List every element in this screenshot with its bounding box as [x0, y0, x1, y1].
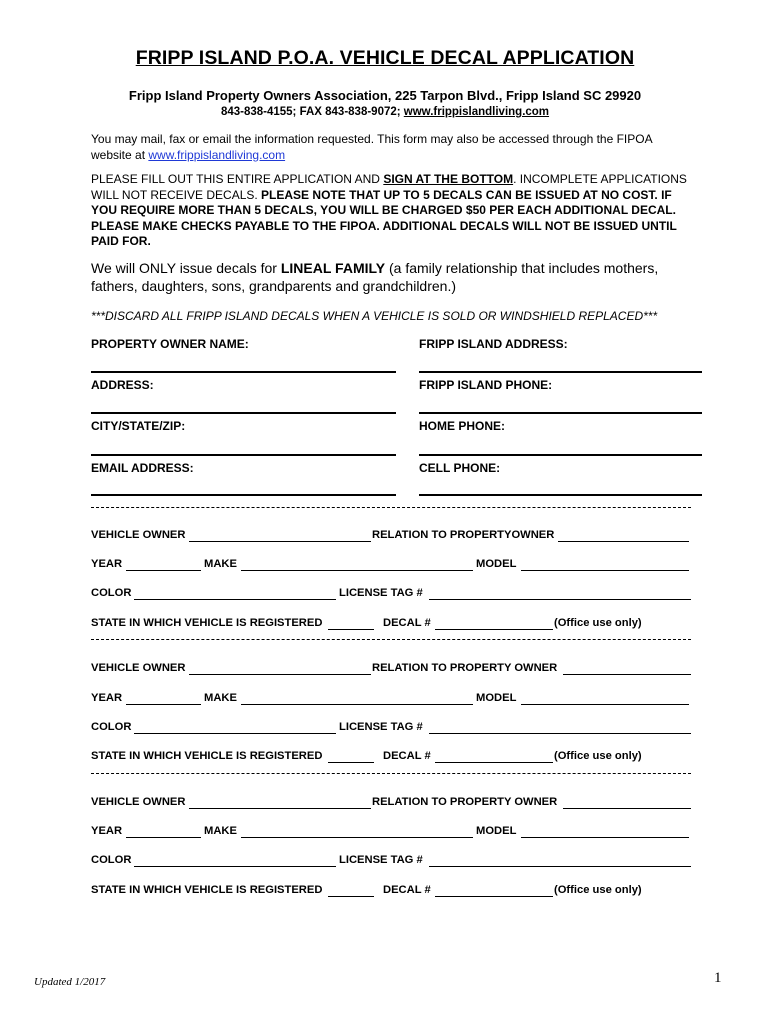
vehicle-1-color-row — [91, 587, 694, 601]
lineal-post: (a family relationship that includes mothers, fathers, daughters, sons, grandparents and grandchildren.) — [91, 260, 659, 294]
vehicle-2-state-row — [91, 750, 694, 764]
vehicle-3-owner-row — [91, 796, 694, 810]
city-state-zip-label: CITY/STATE/ZIP: — [91, 419, 186, 433]
color-label: COLOR — [91, 854, 132, 866]
email-address-field[interactable] — [91, 494, 396, 496]
vehicle-3-color-row — [91, 854, 694, 868]
decal-label: DECAL # — [383, 884, 431, 896]
make-field[interactable] — [241, 837, 473, 838]
instructions-fee-notice: PLEASE NOTE THAT UP TO 5 DECALS CAN BE ISSUED AT NO COST. IF YOU REQUIRE MORE THAN 5 DECALS, YOU WILL BE CHARGED $50 PER EACH ADDITIONAL DECAL. PLEASE MAKE CHECKS PAYABLE TO THE FIPOA. ADDITIONAL DECALS WILL NOT BE ISSUED UNTIL PAID FOR. — [91, 187, 677, 248]
make-label: MAKE — [204, 692, 237, 704]
model-label: MODEL — [476, 558, 517, 570]
color-label: COLOR — [91, 587, 132, 599]
sign-at-bottom: SIGN AT THE BOTTOM — [383, 172, 514, 186]
make-label: MAKE — [204, 558, 237, 570]
lineal-emphasis: LINEAL FAMILY — [280, 260, 386, 276]
model-label: MODEL — [476, 692, 517, 704]
state-field[interactable] — [328, 896, 374, 897]
make-label: MAKE — [204, 825, 237, 837]
color-field[interactable] — [134, 733, 336, 734]
updated-date: Updated 1/2017 — [34, 976, 106, 988]
lineal-family-paragraph — [91, 259, 691, 295]
decal-field[interactable] — [435, 629, 553, 630]
state-registered-label: STATE IN WHICH VEHICLE IS REGISTERED — [91, 884, 323, 896]
model-field[interactable] — [521, 570, 689, 571]
fripp-island-address-label: FRIPP ISLAND ADDRESS: — [419, 337, 568, 351]
relation-label: RELATION TO PROPERTYOWNER — [372, 529, 555, 541]
separator — [91, 773, 691, 774]
decal-field[interactable] — [435, 896, 553, 897]
vehicle-2-color-row — [91, 721, 694, 735]
color-field[interactable] — [134, 866, 336, 867]
organization-address: Fripp Island Property Owners Association, 225 Tarpon Blvd., Fripp Island SC 29920 — [128, 88, 642, 103]
make-field[interactable] — [241, 570, 473, 571]
license-tag-field[interactable] — [429, 599, 691, 600]
website-link[interactable]: www.frippislandliving.com — [148, 147, 286, 162]
relation-label: RELATION TO PROPERTY OWNER — [372, 662, 558, 674]
decal-field[interactable] — [435, 762, 553, 763]
vehicle-owner-label: VEHICLE OWNER — [91, 796, 186, 808]
vehicle-owner-label: VEHICLE OWNER — [91, 529, 186, 541]
vehicle-2-year-row — [91, 692, 694, 706]
fripp-island-address-field[interactable] — [419, 371, 702, 373]
vehicle-owner-label: VEHICLE OWNER — [91, 662, 186, 674]
phone-fax: 843-838-4155; FAX 843-838-9072; — [220, 106, 404, 118]
separator — [91, 507, 691, 508]
year-field[interactable] — [126, 837, 201, 838]
state-field[interactable] — [328, 629, 374, 630]
intro-text: You may mail, fax or email the information requested. This form may also be accessed through the FIPOA website at — [91, 132, 652, 162]
page-number: 1 — [714, 970, 722, 986]
fripp-island-phone-label: FRIPP ISLAND PHONE: — [419, 378, 553, 392]
office-use-label: (Office use only) — [554, 617, 642, 629]
vehicle-3-state-row — [91, 884, 694, 898]
instructions-part2: . INCOMPLETE APPLICATIONS WILL NOT RECEIVE DECALS. — [91, 172, 687, 202]
state-registered-label: STATE IN WHICH VEHICLE IS REGISTERED — [91, 750, 323, 762]
lineal-pre: We will ONLY issue decals for — [91, 260, 281, 276]
home-phone-label: HOME PHONE: — [419, 419, 506, 433]
decal-label: DECAL # — [383, 750, 431, 762]
year-label: YEAR — [91, 692, 123, 704]
city-state-zip-field[interactable] — [91, 454, 396, 456]
model-field[interactable] — [521, 704, 689, 705]
vehicle-1-year-row — [91, 558, 694, 572]
discard-notice: ***DISCARD ALL FRIPP ISLAND DECALS WHEN A VEHICLE IS SOLD OR WINDSHIELD REPLACED*** — [91, 309, 658, 323]
cell-phone-field[interactable] — [419, 494, 702, 496]
fripp-island-phone-field[interactable] — [419, 412, 702, 414]
state-field[interactable] — [328, 762, 374, 763]
license-tag-field[interactable] — [429, 866, 691, 867]
color-field[interactable] — [134, 599, 336, 600]
color-label: COLOR — [91, 721, 132, 733]
vehicle-owner-field[interactable] — [189, 541, 371, 542]
form-title: FRIPP ISLAND P.O.A. VEHICLE DECAL APPLICATION — [135, 47, 635, 69]
vehicle-3-year-row — [91, 825, 694, 839]
address-field[interactable] — [91, 412, 396, 414]
relation-field[interactable] — [563, 808, 691, 809]
vehicle-2-owner-row — [91, 662, 694, 676]
instructions-part1: PLEASE FILL OUT THIS ENTIRE APPLICATION AND — [91, 172, 384, 186]
license-tag-field[interactable] — [429, 733, 691, 734]
contact-line — [0, 106, 770, 118]
relation-field[interactable] — [558, 541, 689, 542]
vehicle-owner-field[interactable] — [189, 808, 371, 809]
year-field[interactable] — [126, 570, 201, 571]
state-registered-label: STATE IN WHICH VEHICLE IS REGISTERED — [91, 617, 323, 629]
relation-field[interactable] — [563, 674, 691, 675]
property-owner-name-label: PROPERTY OWNER NAME: — [91, 337, 249, 351]
email-address-label: EMAIL ADDRESS: — [91, 461, 194, 475]
property-owner-name-field[interactable] — [91, 371, 396, 373]
vehicle-1-owner-row — [91, 529, 694, 543]
intro-paragraph — [91, 132, 691, 163]
relation-label: RELATION TO PROPERTY OWNER — [372, 796, 558, 808]
vehicle-owner-field[interactable] — [189, 674, 371, 675]
separator — [91, 639, 691, 640]
instructions-paragraph — [91, 172, 691, 250]
license-tag-label: LICENSE TAG # — [339, 854, 423, 866]
cell-phone-label: CELL PHONE: — [419, 461, 501, 475]
website-text: www.frippislandliving.com — [403, 106, 550, 118]
license-tag-label: LICENSE TAG # — [339, 721, 423, 733]
address-label: ADDRESS: — [91, 378, 154, 392]
year-label: YEAR — [91, 825, 123, 837]
license-tag-label: LICENSE TAG # — [339, 587, 423, 599]
decal-label: DECAL # — [383, 617, 431, 629]
vehicle-1-state-row — [91, 617, 694, 631]
year-label: YEAR — [91, 558, 123, 570]
home-phone-field[interactable] — [419, 454, 702, 456]
office-use-label: (Office use only) — [554, 884, 642, 896]
model-label: MODEL — [476, 825, 517, 837]
make-field[interactable] — [241, 704, 473, 705]
office-use-label: (Office use only) — [554, 750, 642, 762]
year-field[interactable] — [126, 704, 201, 705]
model-field[interactable] — [521, 837, 689, 838]
